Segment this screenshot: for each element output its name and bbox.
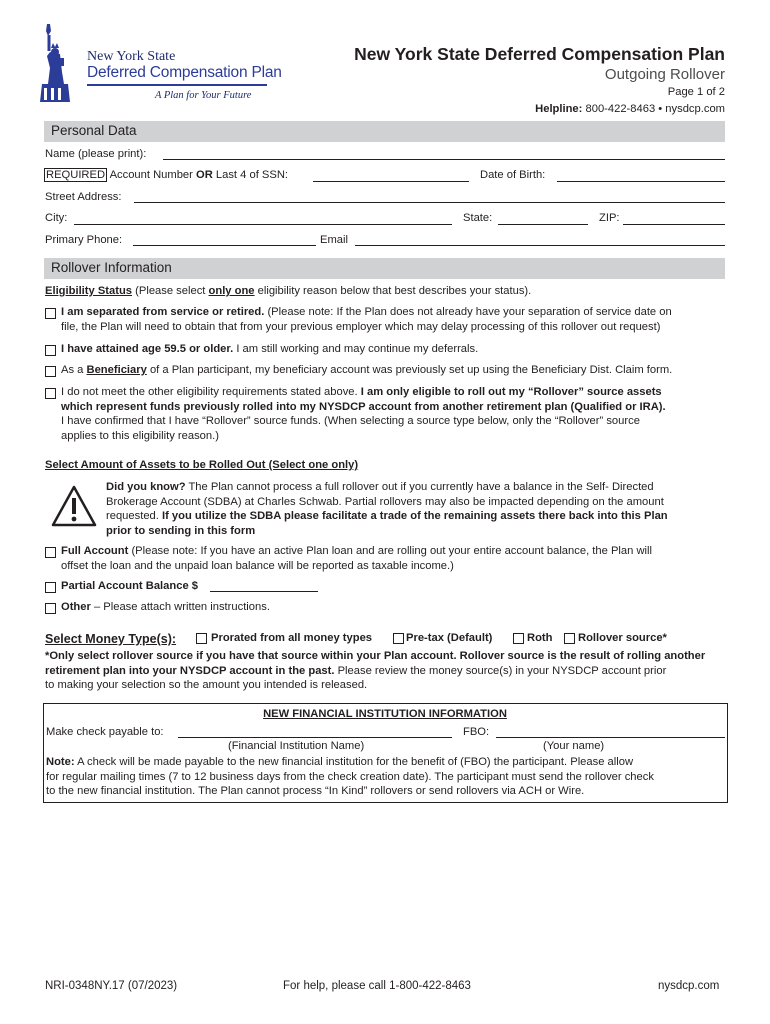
eligibility-age-text: I have attained age 59.5 or older. I am still working and may continue my deferrals. (61, 343, 479, 355)
eligibility-separated-text: I am separated from service or retired. (Please note: If the Plan does not already have your separation of service date on file, the Plan will need to obtain that from your previous employer which may delay processing of this rollover out request) (61, 306, 672, 333)
nfi-heading: NEW FINANCIAL INSTITUTION INFORMATION (263, 708, 507, 720)
logo-rule (87, 84, 267, 86)
warning-icon (51, 485, 97, 527)
statue-of-liberty-icon (38, 22, 86, 102)
money-type-title: Select Money Type(s): (45, 632, 177, 646)
city-field[interactable] (74, 224, 452, 225)
account-number-field[interactable] (313, 181, 469, 182)
document-title: New York State Deferred Compensation Plan (354, 44, 725, 64)
eligibility-separated-checkbox[interactable] (45, 308, 56, 319)
nfi-note: Note: A check will be made payable to the new financial institution for the benefit of (FBO) the participant. Please allow for regular mailing times (7 to 12 business days from the check creation date). The participant must send the rollover check to the new financial institution. The Plan cannot process “In Kind” rollovers or send rollovers via ACH or Wire. (46, 756, 654, 797)
zip-field[interactable] (623, 224, 725, 225)
name-field[interactable] (163, 159, 725, 160)
document-subtitle: Outgoing Rollover (604, 66, 725, 83)
eligibility-title: Eligibility Status (45, 285, 133, 297)
required-badge: REQUIRED (46, 169, 106, 181)
eligibility-intro: Eligibility Status (Please select only one eligibility reason below that best describes your status). (45, 285, 532, 297)
logo-tagline: A Plan for Your Future (155, 90, 252, 101)
prorated-checkbox[interactable] (196, 633, 207, 644)
phone-label: Primary Phone: (45, 234, 123, 246)
partial-balance-label: Partial Account Balance $ (61, 580, 198, 592)
financial-institution-field[interactable] (178, 737, 452, 738)
logo-line1: New York State (87, 49, 176, 64)
email-label: Email (320, 234, 348, 246)
page-number: Page 1 of 2 (667, 86, 725, 98)
street-field[interactable] (134, 202, 725, 203)
logo-line2: Deferred Compensation Plan (87, 64, 282, 81)
form-id: NRI-0348NY.17 (07/2023) (45, 980, 178, 992)
footer-help: For help, please call 1-800-422-8463 (283, 980, 471, 992)
sdba-notice: Did you know? The Plan cannot process a full rollover out if you currently have a balance in the Self- Directed Brokerage Account (SDBA) at Charles Schwab. Partial rollovers may also be impacted depending on the amount requested. If you utilize the SDBA please facilitate a trade of the remaining assets there back into this Plan prior to sending in this form (106, 481, 668, 537)
eligibility-beneficiary-checkbox[interactable] (45, 366, 56, 377)
amount-title: Select Amount of Assets to be Rolled Out (Select one only) (45, 459, 359, 471)
other-label: Other – Please attach written instructions. (61, 601, 270, 613)
roth-label: Roth (527, 632, 553, 644)
eligibility-beneficiary-text: As a Beneficiary of a Plan participant, my beneficiary account was previously set up using the Beneficiary Dist. Claim form. (61, 364, 673, 376)
full-account-text: Full Account (Please note: If you have an active Plan loan and are rolling out your entire account balance, the Plan will offset the loan and the unpaid loan balance will be reported as taxable income.) (61, 545, 652, 572)
prorated-label: Prorated from all money types (211, 632, 373, 644)
your-name-caption: (Your name) (543, 740, 605, 752)
helpline: Helpline: 800-422-8463 • nysdcp.com (535, 103, 725, 115)
rollover-info-heading: Rollover Information (44, 258, 725, 279)
state-label: State: (463, 212, 493, 224)
street-label: Street Address: (45, 191, 122, 203)
state-field[interactable] (498, 224, 588, 225)
pretax-label: Pre-tax (Default) (406, 632, 493, 644)
roth-checkbox[interactable] (513, 633, 524, 644)
partial-balance-field[interactable] (210, 591, 318, 592)
eligibility-rollover-only-checkbox[interactable] (45, 388, 56, 399)
phone-field[interactable] (133, 245, 316, 246)
zip-label: ZIP: (599, 212, 620, 224)
account-label: REQUIRED Account Number OR Last 4 of SSN: (46, 169, 289, 181)
other-checkbox[interactable] (45, 603, 56, 614)
fbo-name-field[interactable] (496, 737, 725, 738)
payable-label: Make check payable to: (46, 726, 164, 738)
name-label: Name (please print): (45, 148, 147, 160)
rollover-source-checkbox[interactable] (564, 633, 575, 644)
eligibility-age-checkbox[interactable] (45, 345, 56, 356)
pretax-checkbox[interactable] (393, 633, 404, 644)
eligibility-rollover-only-text: I do not meet the other eligibility requirements stated above. I am only eligible to roll out my “Rollover” source assets which represent funds previously rolled into my NYSDCP account from another retirement plan (Qualified or IRA). I have confirmed that I have “Rollover” source funds. (When selecting a source type below, only the “Rollover” source applies to this eligibility reason.) (61, 386, 666, 442)
full-account-checkbox[interactable] (45, 547, 56, 558)
dob-label: Date of Birth: (480, 169, 546, 181)
footer-site[interactable]: nysdcp.com (658, 980, 720, 992)
partial-balance-checkbox[interactable] (45, 582, 56, 593)
money-type-note: *Only select rollover source if you have that source within your Plan account. Rollover source is the result of rolling another retirement plan into your NYSDCP account in the past. Please review the money source(s) in your NYSDCP account prior to making your selection so the amount you intended is released. (45, 650, 706, 691)
rollover-source-label: Rollover source* (578, 632, 667, 644)
personal-data-heading: Personal Data (44, 121, 725, 142)
dob-field[interactable] (557, 181, 725, 182)
fi-name-caption: (Financial Institution Name) (228, 740, 365, 752)
fbo-label: FBO: (463, 726, 490, 738)
email-field[interactable] (355, 245, 725, 246)
city-label: City: (45, 212, 68, 224)
